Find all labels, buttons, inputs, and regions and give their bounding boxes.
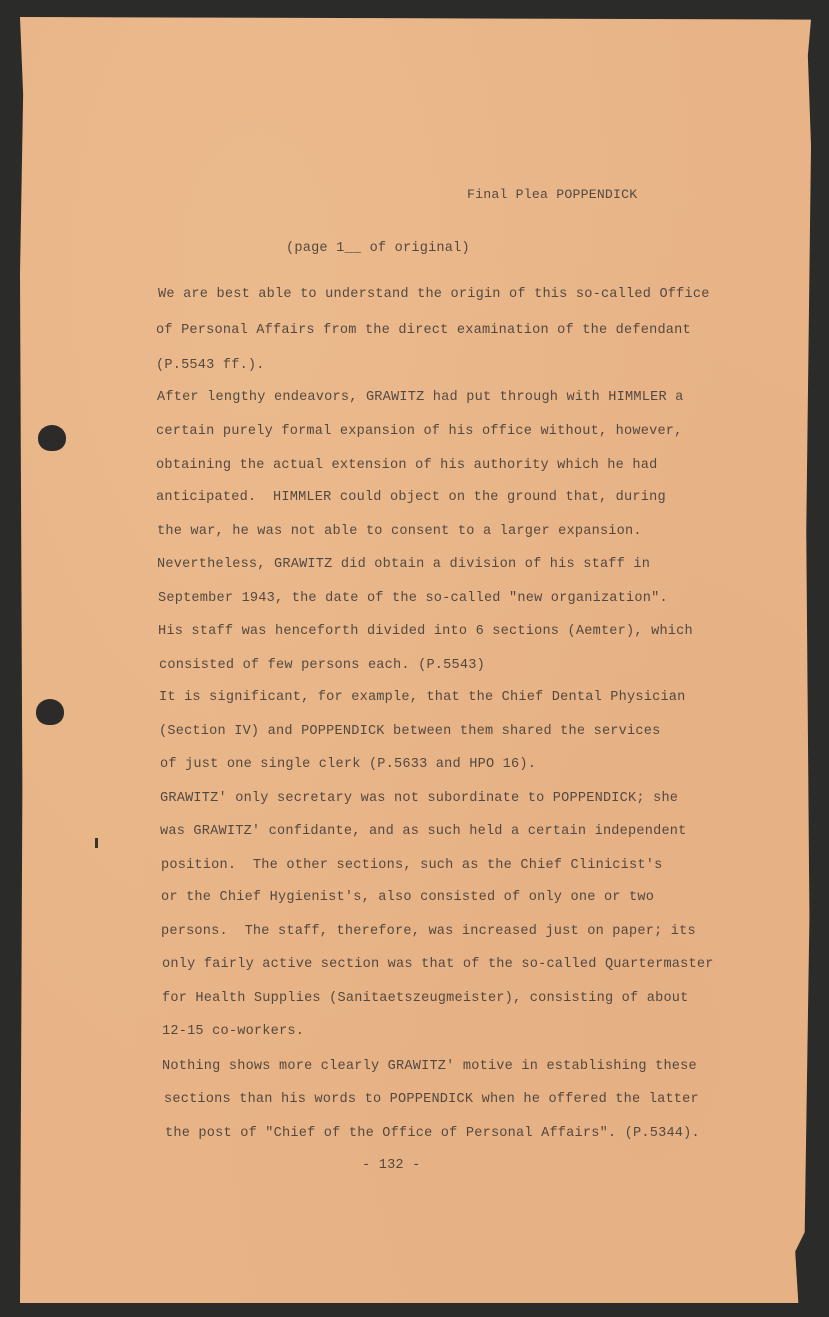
- text-line: September 1943, the date of the so-called "new organization".: [158, 591, 668, 606]
- text-line: of just one single clerk (P.5633 and HPO 16).: [160, 757, 537, 772]
- text-line: the war, he was not able to consent to a larger expansion.: [157, 524, 642, 539]
- text-line: for Health Supplies (Sanitaetszeugmeister), consisting of about: [162, 991, 689, 1006]
- margin-mark: [95, 838, 98, 848]
- text-line: consisted of few persons each. (P.5543): [159, 658, 485, 673]
- header-title: Final Plea POPPENDICK: [467, 187, 638, 202]
- text-line: (P.5543 ff.).: [156, 358, 265, 373]
- punch-hole: [36, 699, 64, 725]
- text-line: It is significant, for example, that the Chief Dental Physician: [159, 690, 686, 705]
- page-number: - 132 -: [362, 1158, 421, 1173]
- text-line: or the Chief Hygienist's, also consisted of only one or two: [161, 890, 655, 905]
- text-line: After lengthy endeavors, GRAWITZ had put through with HIMMLER a: [157, 390, 684, 405]
- page-reference: (page 1__ of original): [286, 241, 470, 256]
- text-line: anticipated. HIMMLER could object on the ground that, during: [156, 490, 666, 505]
- text-line: sections than his words to POPPENDICK when he offered the latter: [164, 1092, 699, 1107]
- text-line: Nevertheless, GRAWITZ did obtain a division of his staff in: [157, 557, 651, 572]
- text-line: position. The other sections, such as the Chief Clinicist's: [161, 858, 663, 873]
- text-line: (Section IV) and POPPENDICK between them shared the services: [159, 724, 661, 739]
- text-line: GRAWITZ' only secretary was not subordinate to POPPENDICK; she: [160, 791, 679, 806]
- text-line: persons. The staff, therefore, was increased just on paper; its: [161, 924, 696, 939]
- text-line: certain purely formal expansion of his office without, however,: [156, 424, 683, 439]
- text-line: Nothing shows more clearly GRAWITZ' motive in establishing these: [162, 1059, 697, 1074]
- text-line: 12-15 co-workers.: [162, 1024, 305, 1039]
- text-line: of Personal Affairs from the direct examination of the defendant: [156, 323, 691, 338]
- punch-hole: [38, 425, 66, 451]
- text-line: His staff was henceforth divided into 6 sections (Aemter), which: [158, 624, 693, 639]
- text-line: We are best able to understand the origin of this so-called Office: [158, 287, 710, 302]
- text-line: was GRAWITZ' confidante, and as such held a certain independent: [160, 824, 687, 839]
- text-line: obtaining the actual extension of his authority which he had: [156, 458, 658, 473]
- text-line: only fairly active section was that of the so-called Quartermaster: [162, 957, 714, 972]
- text-line: the post of "Chief of the Office of Personal Affairs". (P.5344).: [165, 1126, 700, 1141]
